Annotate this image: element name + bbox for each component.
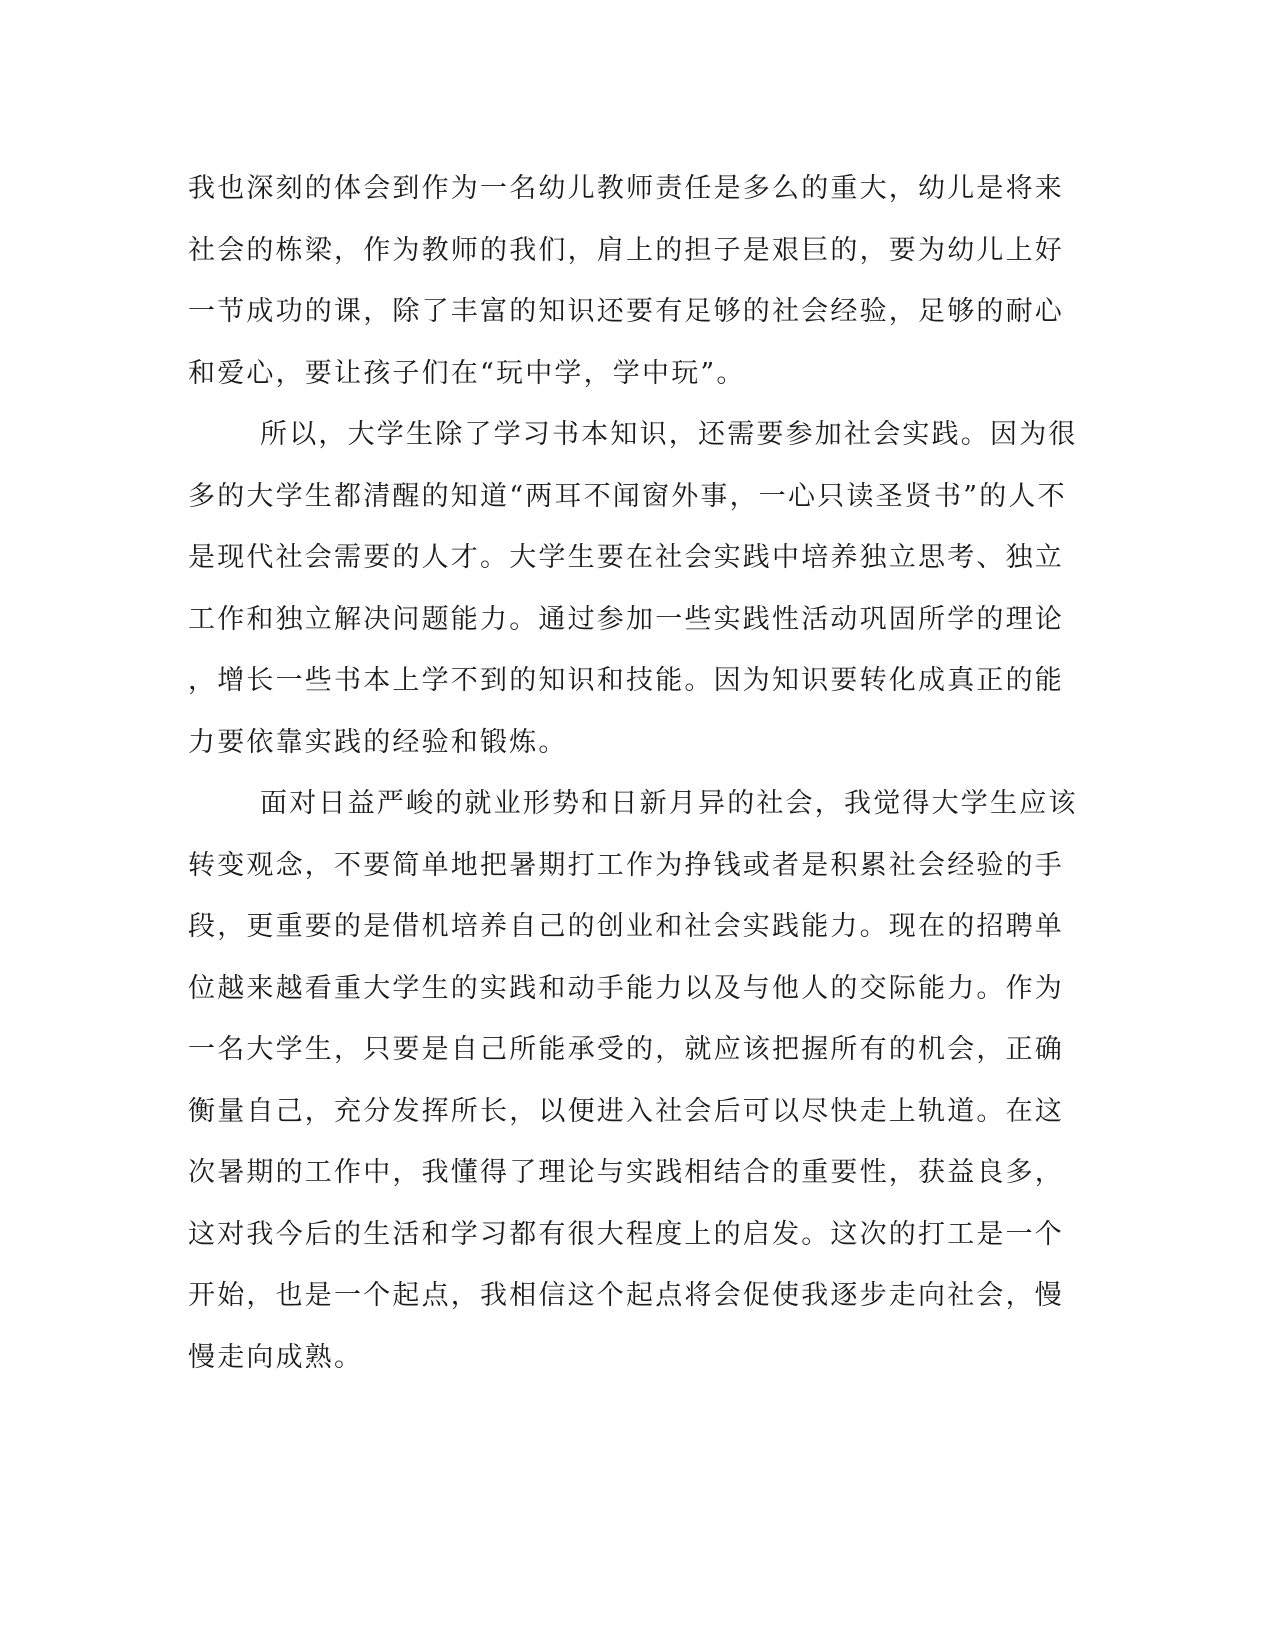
text-line: 次暑期的工作中，我懂得了理论与实践相结合的重要性，获益良多， [188,1157,1064,1188]
text-line: 和爱心，要让孩子们在“玩中学，学中玩”。 [188,357,746,389]
paragraph-2 [188,404,1078,773]
text-line: 开始，也是一个起点，我相信这个起点将会促使我逐步走向社会，慢 [188,1280,1064,1311]
body-text [188,158,1078,1388]
text-line: 我也深刻的体会到作为一名幼儿教师责任是多么的重大，幼儿是将来 [188,173,1064,204]
text-line: 多的大学生都清醒的知道“两耳不闻窗外事，一心只读圣贤书”的人不 [188,480,1067,512]
text-line: 所以，大学生除了学习书本知识，还需要参加社会实践。因为很 [260,419,1078,450]
text-line: 一节成功的课，除了丰富的知识还要有足够的社会经验，足够的耐心 [188,296,1064,327]
text-line: ，增长一些书本上学不到的知识和技能。因为知识要转化成真正的能 [188,665,1064,696]
text-line: 一名大学生，只要是自己所能承受的，就应该把握所有的机会，正确 [188,1034,1064,1065]
paragraph-1 [188,158,1068,404]
text-line: 社会的栋梁，作为教师的我们，肩上的担子是艰巨的，要为幼儿上好 [188,234,1064,266]
text-line: 工作和独立解决问题能力。通过参加一些实践性活动巩固所学的理论 [188,603,1064,635]
text-line: 面对日益严峻的就业形势和日新月异的社会，我觉得大学生应该 [260,788,1078,819]
text-line: 位越来越看重大学生的实践和动手能力以及与他人的交际能力。作为 [188,972,1064,1004]
text-line: 慢走向成熟。 [188,1341,364,1373]
text-line: 力要依靠实践的经验和锻炼。 [188,726,568,758]
text-line: 是现代社会需要的人才。大学生要在社会实践中培养独立思考、独立 [188,542,1064,573]
text-line: 这对我今后的生活和学习都有很大程度上的启发。这次的打工是一个 [188,1218,1064,1250]
text-line: 段，更重要的是借机培养自己的创业和社会实践能力。现在的招聘单 [188,911,1064,942]
text-line: 转变观念，不要简单地把暑期打工作为挣钱或者是积累社会经验的手 [188,849,1064,881]
paragraph-3 [188,773,1078,1388]
text-line: 衡量自己，充分发挥所长，以便进入社会后可以尽快走上轨道。在这 [188,1095,1064,1127]
